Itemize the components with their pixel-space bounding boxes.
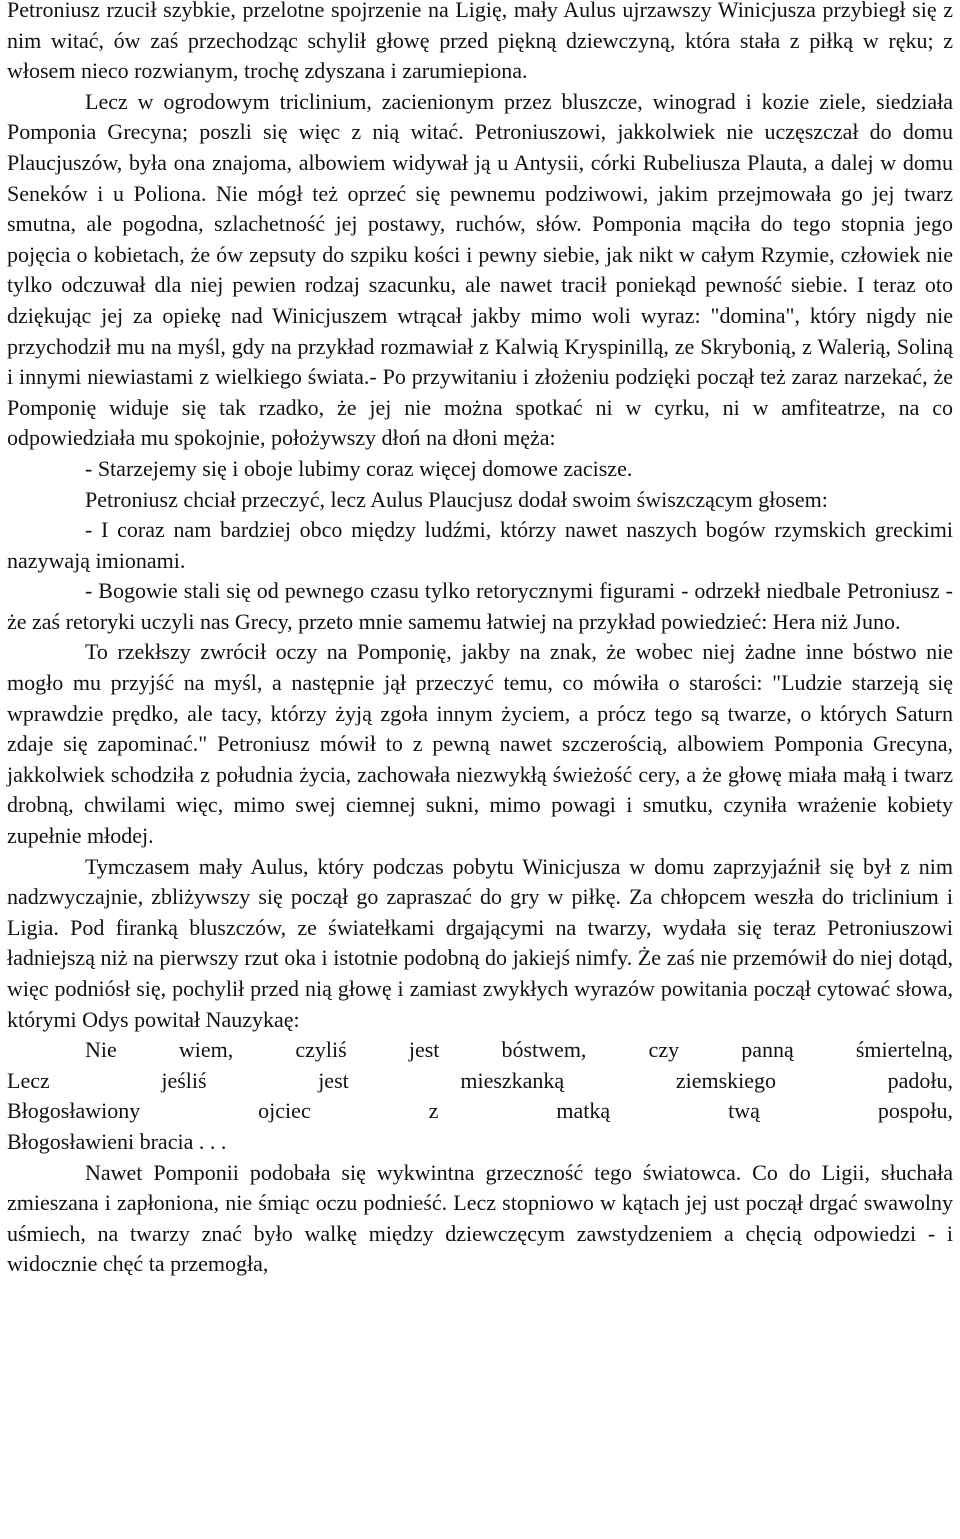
paragraph-1: Petroniusz rzucił szybkie, przelotne spojrzenie na Ligię, mały Aulus ujrzawszy Winicjusza przybiegł się z nim witać, ów zaś przechodząc schylił głowę przed piękną dziewczyną, która stała z piłką w ręku; z włosem nieco rozwianym, trochę zdyszana i zarumiepiona. — [7, 0, 953, 84]
verse-line-1: Nie wiem, czyliś jest bóstwem, czy panną śmiertelną, — [85, 1037, 953, 1063]
closing-paragraph: Nawet Pomponii podobała się wykwintna grzeczność tego światowca. Co do Ligii, słuchała zmieszana i zapłoniona, nie śmiąc oczu podnieść. Lecz stopniowo w kątach jej ust począł drgać swawolny uśmiech, na twarzy znać było walkę między dziewczęcym zawstydzeniem a chęcią odpowiedzi - i widocznie chęć ta przemogła, — [7, 1159, 953, 1277]
paragraph-6: - Bogowie stali się od pewnego czasu tylko retorycznymi figurami - odrzekł niedbale Petroniusz - że zaś retoryki uczyli nas Grecy, przeto mnie samemu łatwiej na przykład powiedzieć: Hera niż Juno. — [7, 578, 953, 634]
paragraph-8: Tymczasem mały Aulus, który podczas pobytu Winicjusza w domu zaprzyjaźnił się był z nim nadzwyczajnie, zbliżywszy się począł go zapraszać do gry w piłkę. Za chłopcem weszła do triclinium i Ligia. Pod firanką bluszczów, ze światełkami drgającymi na twarzy, wydała się teraz Petroniuszowi ładniejszą niż na pierwszy rzut oka i istotnie podobną do jakiejś nimfy. Że zaś nie przemówił do niej dotąd, więc podniósł się, pochylił przed nią głowę i zamiast zwykłych wyrazów powitania począł cytować słowa, którymi Odys powitał Nauzykaę: — [7, 853, 953, 1032]
verse-line-3: Błogosławiony ojciec z matką twą pospołu, — [7, 1098, 953, 1124]
verse-line-4: Błogosławieni bracia . . . — [7, 1128, 227, 1154]
verse-block — [7, 1035, 953, 1157]
paragraph-3: - Starzejemy się i oboje lubimy coraz więcej domowe zacisze. — [85, 455, 633, 481]
paragraph-7: To rzekłszy zwrócił oczy na Pomponię, jakby na znak, że wobec niej żadne inne bóstwo nie mogło mu przyjść na myśl, a następnie jął przeczyć temu, co mówiła o starości: "Ludzie starzeją się wprawdzie prędko, ale tacy, którzy żyją zgoła innym życiem, a prócz tego są twarze, o których Saturn zdaje się zapominać." Petroniusz mówił to z pewną nawet szczerością, albowiem Pomponia Grecyna, jakkolwiek schodziła z południa życia, zachowała niezwykłą świeżość cery, a że głowę miała małą i twarz drobną, chwilami więc, mimo swej ciemnej sukni, mimo powagi i smutku, czyniła wrażenie kobiety zupełnie młodej. — [7, 639, 953, 849]
paragraph-5: - I coraz nam bardziej obco między ludźmi, którzy nawet naszych bogów rzymskich greckimi nazywają imionami. — [7, 517, 953, 573]
verse-line-2: Lecz jeśliś jest mieszkanką ziemskiego padołu, — [7, 1067, 953, 1093]
paragraph-4: Petroniusz chciał przeczyć, lecz Aulus Plaucjusz dodał swoim świszczącym głosem: — [85, 486, 828, 512]
paragraph-2: Lecz w ogrodowym triclinium, zacienionym przez bluszcze, winograd i kozie ziele, siedziała Pomponia Grecyna; poszli się więc z nią witać. Petroniuszowi, jakkolwiek nie uczęszczał do domu Plaucjuszów, była ona znajoma, albowiem widywał ją u Antysii, córki Rubeliusza Plauta, a dalej w domu Seneków i u Poliona. Nie mógł też oprzeć się pewnemu podziwowi, jakim przejmowała go jej twarz smutna, ale pogodna, szlachetność jej postawy, ruchów, słów. Pomponia mąciła do tego stopnia jego pojęcia o kobietach, że ów zepsuty do szpiku kości i pewny siebie, jak nikt w całym Rzymie, człowiek nie tylko odczuwał dla niej pewien rodzaj szacunku, ale nawet tracił poniekąd pewność siebie. I teraz oto dziękując jej za opiekę nad Winicjuszem wtrącał jakby mimo woli wyraz: "domina", który nigdy nie przychodził mu na myśl, gdy na przykład rozmawiał z Kalwią Kryspinillą, ze Skrybonią, z Walerią, Soliną i innymi niewiastami z wielkiego świata.- Po przywitaniu i złożeniu podzięki począł też zaraz narzekać, że Pomponię widuje się tak rzadko, że jej nie można spotkać ni w cyrku, ni w amfiteatrze, na co odpowiedziała mu spokojnie, położywszy dłoń na dłoni męża: — [7, 88, 953, 451]
